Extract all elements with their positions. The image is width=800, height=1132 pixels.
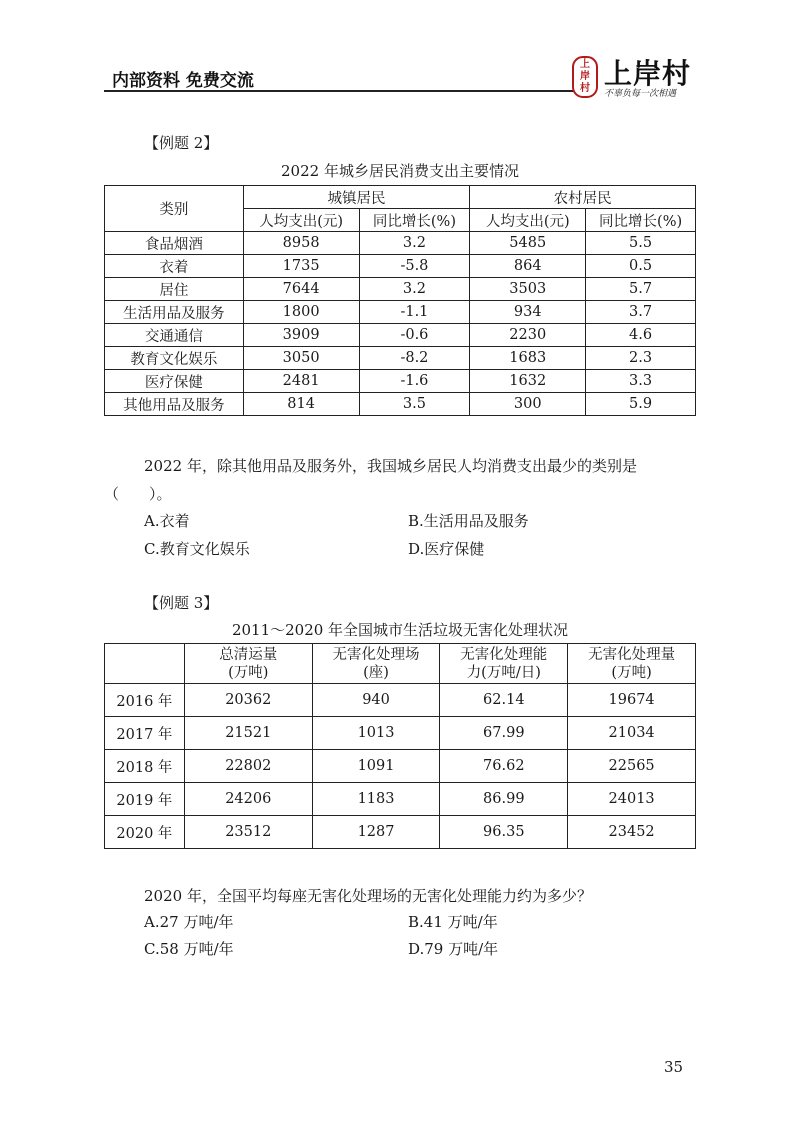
table-cell: 3050 <box>243 347 359 370</box>
table-cell: 22802 <box>184 750 312 783</box>
table-cell: 2016 年 <box>105 684 185 717</box>
subheader: 同比增长(%) <box>586 209 696 232</box>
table-cell: 7644 <box>243 278 359 301</box>
subheader: 人均支出(元) <box>470 209 586 232</box>
logo-name: 上岸村 <box>604 57 692 90</box>
table-row <box>105 324 696 347</box>
header-cell: 总清运量 (万吨) <box>184 644 312 684</box>
table-cell: 1287 <box>312 816 440 849</box>
option-c: C.58 万吨/年 <box>144 940 234 958</box>
table-cell: 5.9 <box>586 393 696 416</box>
table-cell: 0.5 <box>586 255 696 278</box>
subheader: 人均支出(元) <box>243 209 359 232</box>
table-cell: 23512 <box>184 816 312 849</box>
table-cell: 3.2 <box>359 278 470 301</box>
table-row <box>105 750 696 783</box>
option-d: D.79 万吨/年 <box>408 940 499 958</box>
example2-question-line1: 2022 年，除其他用品及服务外，我国城乡居民人均消费支出最少的类别是 <box>144 457 637 475</box>
option-b: B.41 万吨/年 <box>408 913 498 931</box>
table-cell: 67.99 <box>440 717 568 750</box>
table-cell: 5.5 <box>586 232 696 255</box>
header-category: 类别 <box>105 186 244 232</box>
table-cell: 19674 <box>568 684 696 717</box>
table-cell: 1735 <box>243 255 359 278</box>
table-cell: 24013 <box>568 783 696 816</box>
table-cell: 86.99 <box>440 783 568 816</box>
page-header <box>104 52 700 99</box>
table-cell: 940 <box>312 684 440 717</box>
logo-seal-icon: 上 岸 村 <box>572 56 598 98</box>
example2-question-line2: （ ）。 <box>104 485 172 503</box>
header-blank <box>105 644 185 684</box>
table-cell: 23452 <box>568 816 696 849</box>
logo-slogan: 不辜负每一次相遇 <box>604 89 677 99</box>
example2-caption: 2022 年城乡居民消费支出主要情况 <box>281 162 519 180</box>
table-cell: 4.6 <box>586 324 696 347</box>
header-cell: 无害化处理能 力(万吨/日) <box>440 644 568 684</box>
option-a: A.27 万吨/年 <box>144 913 234 931</box>
table-cell: 2.3 <box>586 347 696 370</box>
table-row <box>105 278 696 301</box>
example3-question: 2020 年，全国平均每座无害化处理场的无害化处理能力约为多少？ <box>144 887 592 905</box>
table-cell: 教育文化娱乐 <box>105 347 244 370</box>
table-cell: 2017 年 <box>105 717 185 750</box>
table-row <box>105 347 696 370</box>
header-cell: 无害化处理量 (万吨) <box>568 644 696 684</box>
table-cell: 21521 <box>184 717 312 750</box>
table-cell: -1.6 <box>359 370 470 393</box>
table-cell: 2019 年 <box>105 783 185 816</box>
option-b: B.生活用品及服务 <box>408 512 529 530</box>
table-row <box>105 684 696 717</box>
consumption-table <box>104 185 696 416</box>
example2-label: 【例题 2】 <box>144 134 219 152</box>
header-title: 内部资料 免费交流 <box>112 71 254 91</box>
table-cell: 76.62 <box>440 750 568 783</box>
table-cell: 3.7 <box>586 301 696 324</box>
table-row <box>105 783 696 816</box>
table-cell: 其他用品及服务 <box>105 393 244 416</box>
table-cell: 1183 <box>312 783 440 816</box>
table-cell: 2020 年 <box>105 816 185 849</box>
subheader: 同比增长(%) <box>359 209 470 232</box>
table-cell: 居住 <box>105 278 244 301</box>
table-cell: 5485 <box>470 232 586 255</box>
table-cell: 医疗保健 <box>105 370 244 393</box>
table-cell: 934 <box>470 301 586 324</box>
table-cell: -1.1 <box>359 301 470 324</box>
table-cell: 2481 <box>243 370 359 393</box>
header-rural: 农村居民 <box>470 186 696 209</box>
table-row <box>105 301 696 324</box>
table-row <box>105 717 696 750</box>
table-cell: 3909 <box>243 324 359 347</box>
table-cell: 1091 <box>312 750 440 783</box>
table-cell: 21034 <box>568 717 696 750</box>
table-cell: 3503 <box>470 278 586 301</box>
table-cell: 20362 <box>184 684 312 717</box>
table-row <box>105 232 696 255</box>
table-cell: -8.2 <box>359 347 470 370</box>
table-row <box>105 255 696 278</box>
option-a: A.衣着 <box>144 512 190 530</box>
table-cell: 食品烟酒 <box>105 232 244 255</box>
table-cell: 22565 <box>568 750 696 783</box>
header-rule <box>104 90 574 92</box>
table-cell: 生活用品及服务 <box>105 301 244 324</box>
table-cell: 864 <box>470 255 586 278</box>
table-cell: 5.7 <box>586 278 696 301</box>
option-c: C.教育文化娱乐 <box>144 540 250 558</box>
example3-caption: 2011～2020 年全国城市生活垃圾无害化处理状况 <box>231 621 569 639</box>
table-cell: 300 <box>470 393 586 416</box>
table-cell: 3.2 <box>359 232 470 255</box>
table-cell: -0.6 <box>359 324 470 347</box>
header-urban: 城镇居民 <box>243 186 470 209</box>
table-cell: 1013 <box>312 717 440 750</box>
page-number: 35 <box>664 1058 684 1076</box>
table-cell: 24206 <box>184 783 312 816</box>
table-row <box>105 393 696 416</box>
table-cell: 1632 <box>470 370 586 393</box>
table-cell: 1683 <box>470 347 586 370</box>
table-cell: 2018 年 <box>105 750 185 783</box>
table-cell: 814 <box>243 393 359 416</box>
table-cell: 1800 <box>243 301 359 324</box>
garbage-table <box>104 643 696 849</box>
table-cell: -5.8 <box>359 255 470 278</box>
table-cell: 交通通信 <box>105 324 244 347</box>
table-row <box>105 816 696 849</box>
table-cell: 3.5 <box>359 393 470 416</box>
header-cell: 无害化处理场 (座) <box>312 644 440 684</box>
example3-label: 【例题 3】 <box>144 594 219 612</box>
table-cell: 96.35 <box>440 816 568 849</box>
table-cell: 2230 <box>470 324 586 347</box>
table-row <box>105 370 696 393</box>
option-d: D.医疗保健 <box>408 540 485 558</box>
brand-logo <box>572 52 702 98</box>
table-cell: 8958 <box>243 232 359 255</box>
table-cell: 3.3 <box>586 370 696 393</box>
table-cell: 62.14 <box>440 684 568 717</box>
table-cell: 衣着 <box>105 255 244 278</box>
